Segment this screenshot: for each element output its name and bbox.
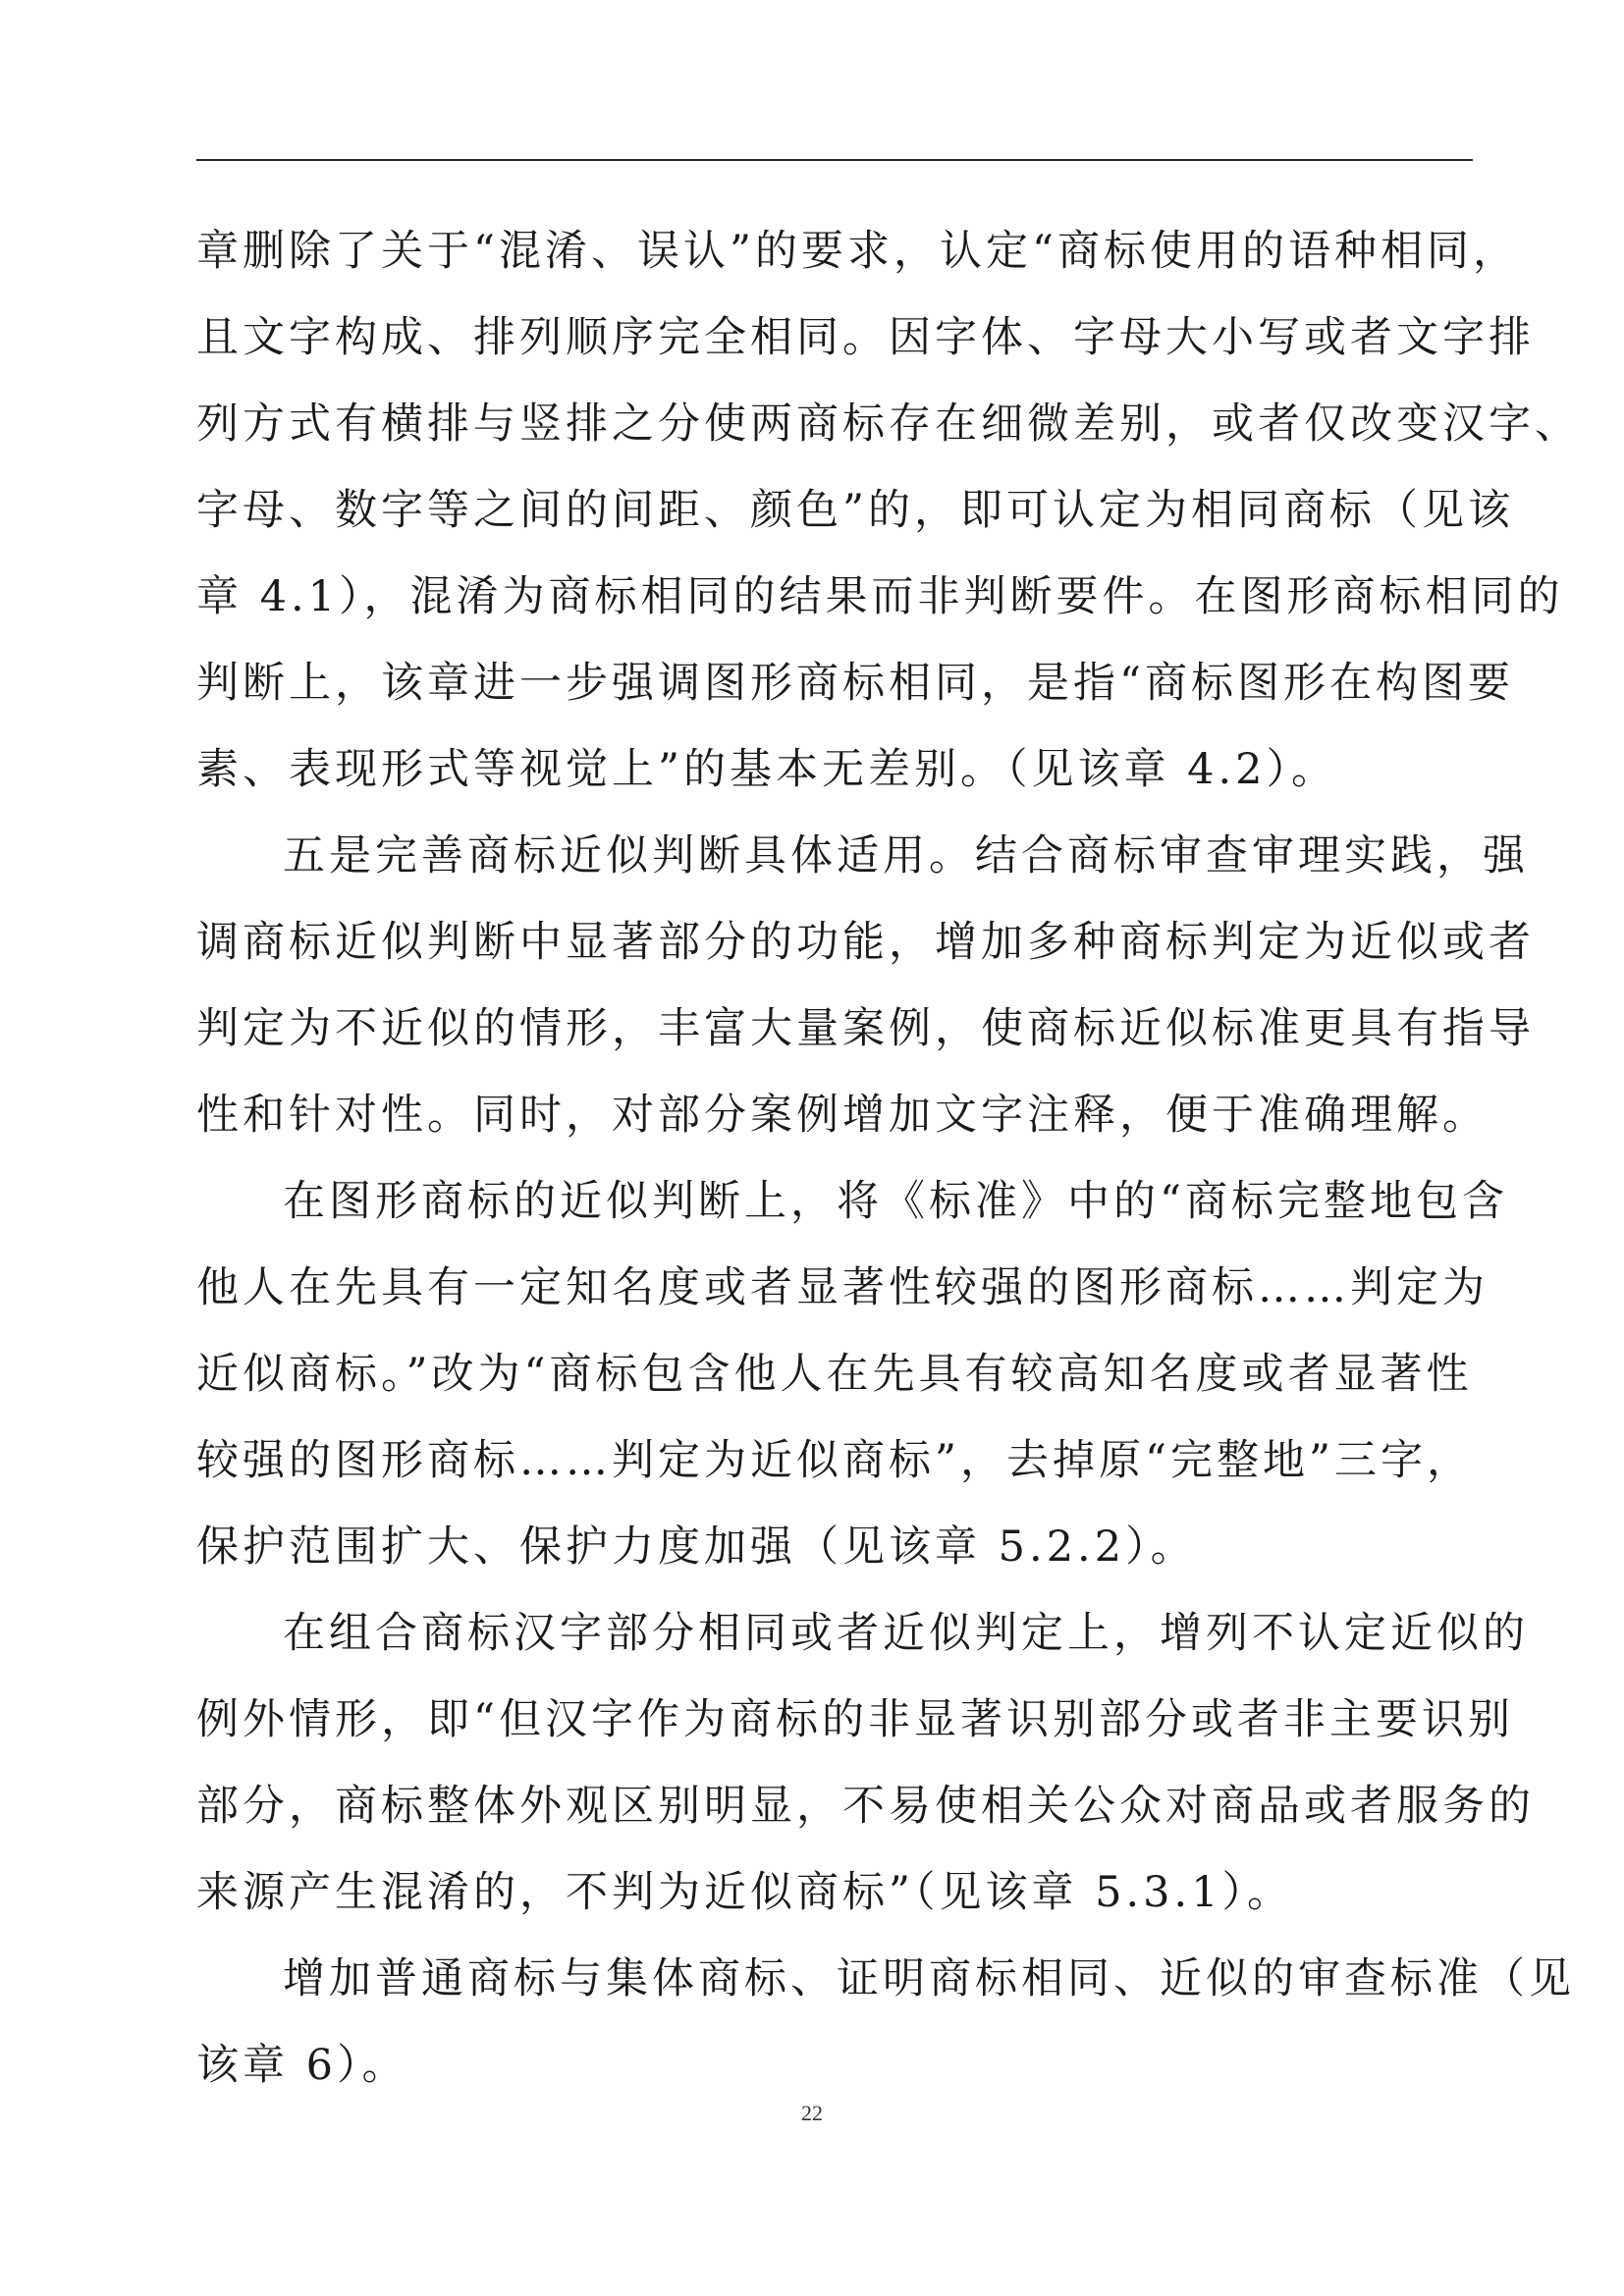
document-body <box>196 208 1581 2109</box>
text-line: 章删除了关于“混淆、误认”的要求，认定“商标使用的语种相同， <box>196 227 1519 276</box>
text-line: 素、表现形式等视觉上”的基本无差别。（见该章 4.2）。 <box>196 745 1338 794</box>
text-line: 例外情形，即“但汉字作为商标的非显著识别部分或者非主要识别 <box>196 1695 1514 1744</box>
paragraph-first-line: 在图形商标的近似判断上，将《标准》中的“商标完整地包含 <box>283 1177 1508 1226</box>
text-line: 且文字构成、排列顺序完全相同。因字体、字母大小写或者文字排 <box>196 313 1535 362</box>
paragraph-first-line: 增加普通商标与集体商标、证明商标相同、近似的审查标准（见 <box>283 1954 1575 2003</box>
page-number: 22 <box>801 2101 823 2125</box>
text-line: 判定为不近似的情形，丰富大量案例，使商标近似标准更具有指导 <box>196 1004 1535 1053</box>
text-line: 判断上，该章进一步强调图形商标相同，是指“商标图形在构图要 <box>196 659 1514 708</box>
text-line: 字母、数字等之间的间距、颜色”的，即可认定为相同商标（见该 <box>196 486 1514 535</box>
text-line: 部分，商标整体外观区别明显，不易使相关公众对商品或者服务的 <box>196 1782 1535 1831</box>
text-line: 他人在先具有一定知名度或者显著性较强的图形商标……判定为 <box>196 1263 1489 1312</box>
text-line: 来源产生混淆的，不判为近似商标”（见该章 5.3.1）。 <box>196 1868 1294 1917</box>
text-line: 较强的图形商标……判定为近似商标”，去掉原“完整地”三字， <box>196 1436 1473 1485</box>
text-line: 保护范围扩大、保护力度加强（见该章 5.2.2）。 <box>196 1522 1197 1572</box>
text-line: 调商标近似判断中显著部分的功能，增加多种商标判定为近似或者 <box>196 918 1535 967</box>
text-line: 列方式有横排与竖排之分使两商标存在细微差别，或者仅改变汉字、 <box>196 400 1581 449</box>
paragraph-first-line: 在组合商标汉字部分相同或者近似判定上，增列不认定近似的 <box>283 1609 1529 1658</box>
paragraph-first-line: 五是完善商标近似判断具体适用。结合商标审查审理实践，强 <box>283 831 1529 881</box>
text-line: 该章 6）。 <box>196 2041 408 2090</box>
text-line: 性和针对性。同时，对部分案例增加文字注释，便于准确理解。 <box>196 1091 1489 1140</box>
text-line: 近似商标。”改为“商标包含他人在先具有较高知名度或者显著性 <box>196 1350 1473 1399</box>
text-line: 章 4.1），混淆为商标相同的结果而非判断要件。在图形商标相同的 <box>196 572 1564 621</box>
header-rule <box>196 159 1473 161</box>
